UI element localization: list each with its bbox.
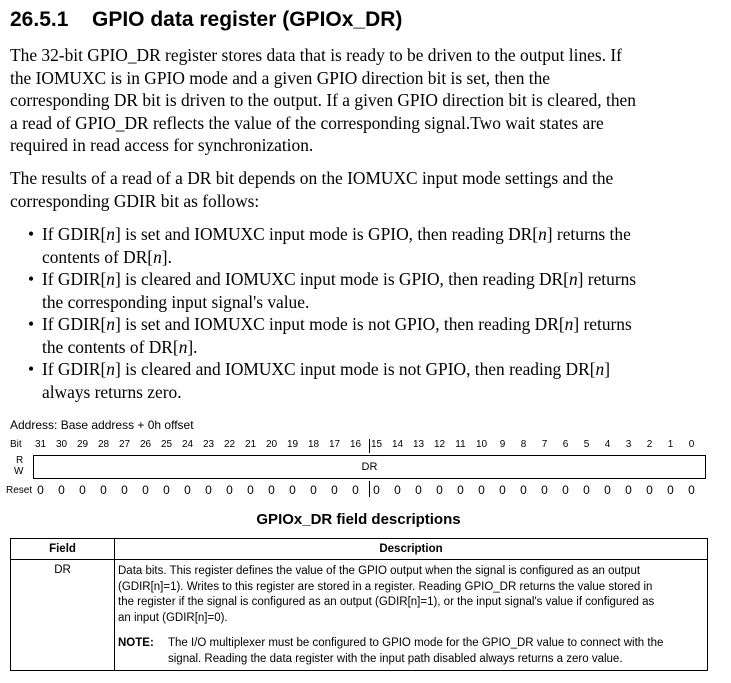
table-title: GPIOx_DR field descriptions [256, 511, 461, 528]
reset-value: 0 [457, 483, 464, 497]
list-item: • If GDIR[n] is cleared and IOMUXC input mode is GPIO, then reading DR[n] returns the corresponding input signal's value. [28, 269, 637, 312]
register-address: Address: Base address + 0h offset [10, 418, 194, 432]
reset-value: 0 [331, 483, 338, 497]
reset-value: 0 [163, 483, 170, 497]
bit-number: 31 [34, 439, 47, 450]
bit-number: 22 [223, 439, 236, 450]
reset-value: 0 [583, 483, 590, 497]
reset-value: 0 [394, 483, 401, 497]
reset-value: 0 [205, 483, 212, 497]
reset-value: 0 [37, 483, 44, 497]
bit-number: 18 [307, 439, 320, 450]
reset-value: 0 [58, 483, 65, 497]
reset-value: 0 [184, 483, 191, 497]
bit-number: 14 [391, 439, 404, 450]
reset-value: 0 [247, 483, 254, 497]
reset-value: 0 [436, 483, 443, 497]
paragraph-line: the IOMUXC is in GPIO mode and a given GPIO direction bit is set, then the [10, 67, 551, 88]
bit-number: 24 [181, 439, 194, 450]
reset-value: 0 [625, 483, 632, 497]
section-heading [10, 8, 402, 32]
reset-value: 0 [646, 483, 653, 497]
paragraph-line: The results of a read of a DR bit depends on the IOMUXC input mode settings and the [10, 168, 614, 188]
bit-number: 12 [433, 439, 446, 450]
read-behavior-list [28, 223, 718, 403]
bullet-icon: • [28, 314, 35, 334]
reset-value: 0 [100, 483, 107, 497]
bullet-icon: • [28, 224, 35, 244]
bit-number: 11 [455, 439, 466, 450]
reset-value: 0 [352, 483, 359, 497]
bullet-icon: • [28, 359, 35, 379]
list-item: • If GDIR[n] is set and IOMUXC input mode is GPIO, then reading DR[n] returns the contents of DR[n]. [28, 224, 631, 267]
reset-value: 0 [541, 483, 548, 497]
bit-number: 10 [475, 439, 488, 450]
bit-number: 30 [55, 439, 68, 450]
reset-value: 0 [268, 483, 275, 497]
section-number: 26.5.1 [10, 8, 69, 31]
row-description: Data bits. This register defines the value of the GPIO output when the signal is configured as an output (GDIR[n]=1). Writes to this register are stored in a register. Reading GPIO_DR returns the value stored in the register if the signal is configured as an output (GDIR[n]=1), or the input signal's value if configured as an input (GDIR[n]=0). [118, 565, 655, 624]
reset-value: 0 [499, 483, 506, 497]
bit-number: 17 [328, 439, 341, 450]
bit-number: 0 [688, 439, 695, 450]
reset-value: 0 [121, 483, 128, 497]
paragraph-line: required in read access for synchronization. [10, 135, 314, 155]
note-label: NOTE: [118, 637, 154, 649]
bit-number: 25 [160, 439, 173, 450]
bit-number: 15 [370, 439, 383, 450]
bit-number: 9 [499, 439, 506, 450]
reset-row-label: Reset [6, 485, 33, 496]
row-field-name: DR [54, 564, 71, 576]
reset-value: 0 [373, 483, 380, 497]
register-intro-paragraph [10, 44, 722, 157]
register-field-box [33, 455, 706, 479]
list-item: • If GDIR[n] is cleared and IOMUXC input mode is not GPIO, then reading DR[n] always returns zero. [28, 359, 611, 402]
bit-number: 21 [244, 439, 257, 450]
bit-number: 29 [76, 439, 89, 450]
reset-value: 0 [562, 483, 569, 497]
bit-number: 8 [520, 439, 527, 450]
reset-value: 0 [79, 483, 86, 497]
bit-number: 1 [667, 439, 674, 450]
paragraph-line: corresponding GDIR bit as follows: [10, 190, 260, 211]
bit-number: 27 [118, 439, 131, 450]
bit-number: 20 [265, 439, 278, 450]
bit-number: 2 [646, 439, 653, 450]
paragraph-line: a read of GPIO_DR reflects the value of the corresponding signal.Two wait states are [10, 112, 604, 133]
header-field: Field [49, 543, 76, 555]
reset-value: 0 [478, 483, 485, 497]
read-row-label: R [16, 455, 24, 466]
bit-number: 16 [349, 439, 362, 450]
bit-number: 6 [562, 439, 569, 450]
bullet-icon: • [28, 269, 35, 289]
header-description: Description [379, 543, 443, 555]
half-divider-top [369, 439, 370, 453]
section-title: GPIO data register (GPIOx_DR) [92, 8, 403, 31]
reset-value: 0 [688, 483, 695, 497]
note-text: The I/O multiplexer must be configured to GPIO mode for the GPIO_DR value to connect with the signal. Reading the data register with the input path disabled always returns a zero value. [168, 637, 664, 665]
reset-value: 0 [415, 483, 422, 497]
paragraph-line: The 32-bit GPIO_DR register stores data that is ready to be driven to the output lines. If [10, 45, 622, 65]
bit-number: 28 [97, 439, 110, 450]
reset-value: 0 [142, 483, 149, 497]
bit-number: 4 [604, 439, 611, 450]
reset-value: 0 [604, 483, 611, 497]
register-field-name: DR [361, 461, 378, 473]
bit-number: 26 [139, 439, 152, 450]
field-description-table [10, 538, 708, 671]
bit-row-label: Bit [10, 439, 22, 450]
reset-value: 0 [520, 483, 527, 497]
bit-number: 5 [583, 439, 590, 450]
write-row-label: W [14, 466, 24, 477]
bit-number: 7 [541, 439, 548, 450]
read-behavior-paragraph [10, 167, 722, 212]
bit-number: 13 [412, 439, 425, 450]
bit-number: 3 [625, 439, 632, 450]
bit-number: 23 [202, 439, 215, 450]
paragraph-line: corresponding DR bit is driven to the output. If a given GPIO direction bit is cleared, then [10, 90, 636, 110]
bit-number: 19 [286, 439, 299, 450]
reset-value: 0 [226, 483, 233, 497]
list-item: • If GDIR[n] is set and IOMUXC input mode is not GPIO, then reading DR[n] returns the contents of DR[n]. [28, 314, 632, 357]
reset-value: 0 [310, 483, 317, 497]
reset-value: 0 [289, 483, 296, 497]
reset-value: 0 [667, 483, 674, 497]
